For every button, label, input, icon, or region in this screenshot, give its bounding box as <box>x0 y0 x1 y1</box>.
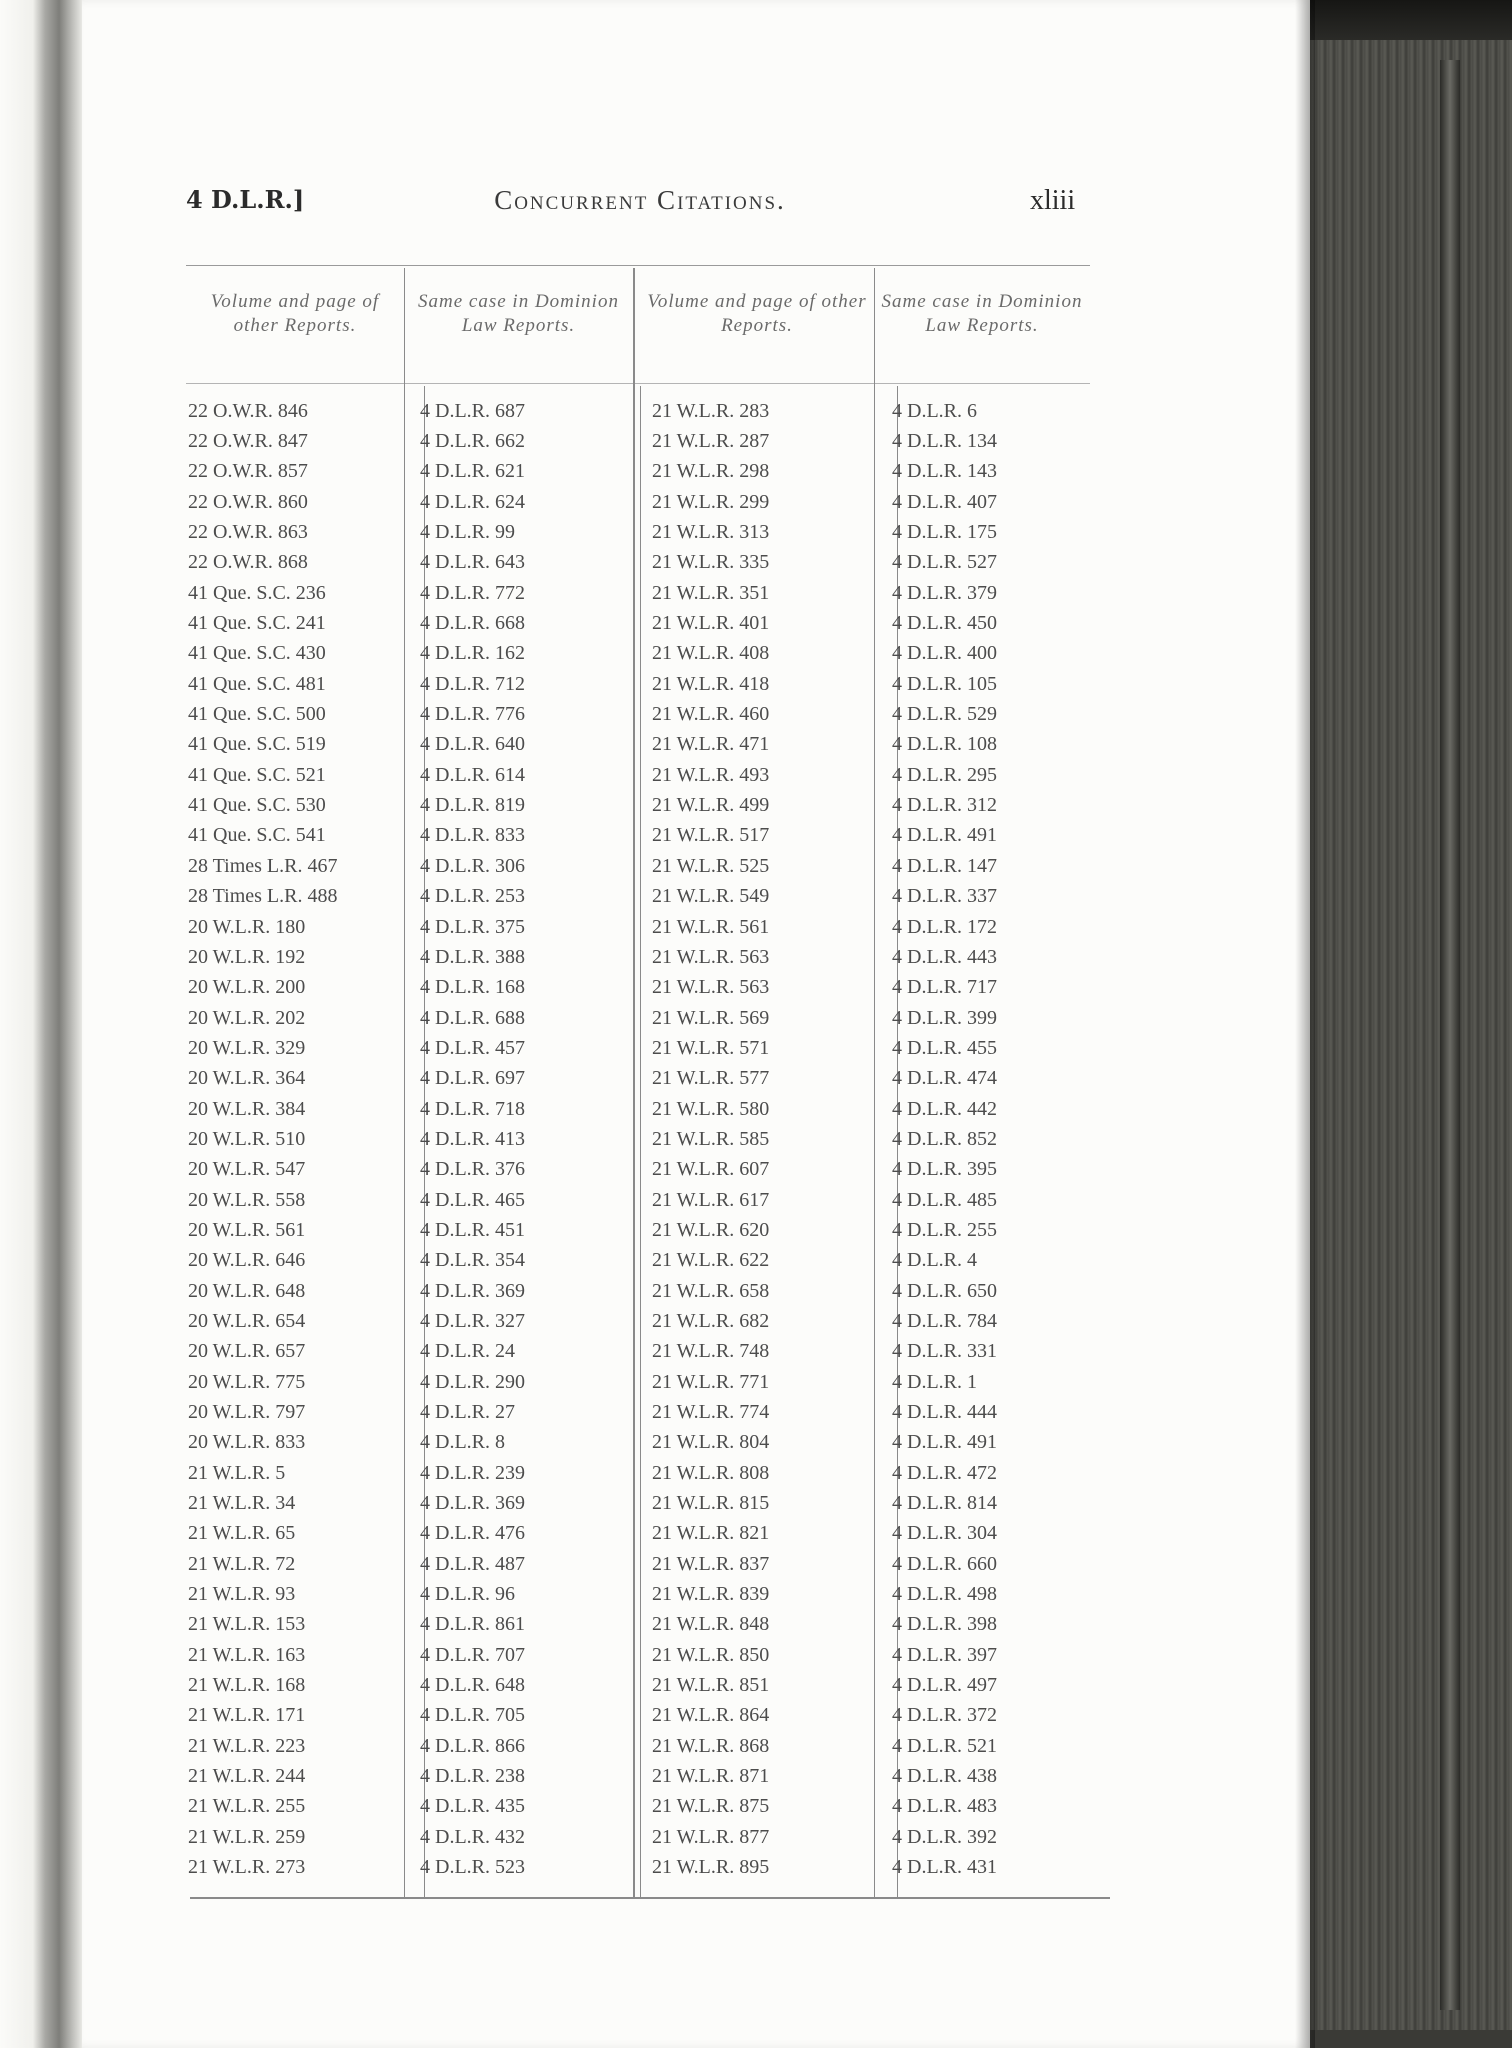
dlr-citation: 4 D.L.R. 662 <box>420 430 525 453</box>
table-row <box>186 639 1106 669</box>
table-row <box>186 1549 1106 1579</box>
dlr-citation: 4 D.L.R. 491 <box>892 824 997 847</box>
table-bottom-rule <box>190 1897 1110 1899</box>
column-header-other-reports: Volume and page of other Reports. <box>647 291 867 336</box>
other-report-citation: 21 W.L.R. 864 <box>652 1704 770 1727</box>
other-report-citation: 20 W.L.R. 180 <box>188 915 306 938</box>
dlr-citation: 4 D.L.R. 687 <box>420 399 525 422</box>
table-row <box>186 487 1106 517</box>
dlr-citation: 4 D.L.R. 527 <box>892 551 997 574</box>
table-row <box>186 851 1106 881</box>
table-row <box>186 578 1106 608</box>
dlr-citation: 4 D.L.R. 331 <box>892 1340 997 1363</box>
other-report-citation: 21 W.L.R. 163 <box>188 1643 306 1666</box>
other-report-citation: 21 W.L.R. 153 <box>188 1613 306 1636</box>
dlr-citation: 4 D.L.R. 238 <box>420 1765 525 1788</box>
other-report-citation: 21 W.L.R. 408 <box>652 642 770 665</box>
dlr-citation: 4 D.L.R. 168 <box>420 976 525 999</box>
table-row <box>186 669 1106 699</box>
dlr-citation: 4 D.L.R. 483 <box>892 1795 997 1818</box>
table-row <box>186 396 1106 426</box>
other-report-citation: 20 W.L.R. 648 <box>188 1279 306 1302</box>
other-report-citation: 41 Que. S.C. 519 <box>188 733 326 756</box>
table-row <box>186 1761 1106 1791</box>
other-report-citation: 21 W.L.R. 287 <box>652 430 770 453</box>
other-report-citation: 21 W.L.R. 658 <box>652 1279 770 1302</box>
dlr-citation: 4 D.L.R. 398 <box>892 1613 997 1636</box>
table-row <box>186 1337 1106 1367</box>
other-report-citation: 20 W.L.R. 561 <box>188 1218 306 1241</box>
other-report-citation: 21 W.L.R. 821 <box>652 1522 770 1545</box>
table-row <box>186 608 1106 638</box>
dlr-citation: 4 D.L.R. 147 <box>892 854 997 877</box>
other-report-citation: 21 W.L.R. 5 <box>188 1461 286 1484</box>
other-report-citation: 21 W.L.R. 620 <box>652 1218 770 1241</box>
dlr-citation: 4 D.L.R. 688 <box>420 1006 525 1029</box>
other-report-citation: 21 W.L.R. 748 <box>652 1340 770 1363</box>
dlr-citation: 4 D.L.R. 443 <box>892 945 997 968</box>
other-report-citation: 21 W.L.R. 93 <box>188 1583 296 1606</box>
dlr-citation: 4 D.L.R. 395 <box>892 1158 997 1181</box>
dlr-citation: 4 D.L.R. 833 <box>420 824 525 847</box>
table-row <box>186 1701 1106 1731</box>
other-report-citation: 21 W.L.R. 299 <box>652 490 770 513</box>
other-report-citation: 22 O.W.R. 847 <box>188 430 308 453</box>
table-row <box>186 1155 1106 1185</box>
dlr-citation: 4 D.L.R. 852 <box>892 1127 997 1150</box>
other-report-citation: 41 Que. S.C. 236 <box>188 581 326 604</box>
other-report-citation: 20 W.L.R. 384 <box>188 1097 306 1120</box>
other-report-citation: 21 W.L.R. 460 <box>652 703 770 726</box>
dlr-citation: 4 D.L.R. 255 <box>892 1218 997 1241</box>
other-report-citation: 20 W.L.R. 657 <box>188 1340 306 1363</box>
other-report-citation: 21 W.L.R. 815 <box>652 1492 770 1515</box>
other-report-citation: 21 W.L.R. 351 <box>652 581 770 604</box>
dlr-citation: 4 D.L.R. 668 <box>420 612 525 635</box>
table-row <box>186 1579 1106 1609</box>
table-row <box>186 1519 1106 1549</box>
dlr-citation: 4 D.L.R. 388 <box>420 945 525 968</box>
other-report-citation: 21 W.L.R. 895 <box>652 1856 770 1879</box>
dlr-citation: 4 D.L.R. 712 <box>420 672 525 695</box>
other-report-citation: 21 W.L.R. 569 <box>652 1006 770 1029</box>
dlr-citation: 4 D.L.R. 399 <box>892 1006 997 1029</box>
dlr-citation: 4 D.L.R. 432 <box>420 1825 525 1848</box>
table-row <box>186 1185 1106 1215</box>
dlr-citation: 4 D.L.R. 372 <box>892 1704 997 1727</box>
dlr-citation: 4 D.L.R. 306 <box>420 854 525 877</box>
other-report-citation: 20 W.L.R. 558 <box>188 1188 306 1211</box>
other-report-citation: 21 W.L.R. 493 <box>652 763 770 786</box>
dlr-citation: 4 D.L.R. 312 <box>892 794 997 817</box>
dlr-citation: 4 D.L.R. 375 <box>420 915 525 938</box>
dlr-citation: 4 D.L.R. 474 <box>892 1067 997 1090</box>
table-row <box>186 457 1106 487</box>
dlr-citation: 4 D.L.R. 379 <box>892 581 997 604</box>
dlr-citation: 4 D.L.R. 650 <box>892 1279 997 1302</box>
other-report-citation: 21 W.L.R. 471 <box>652 733 770 756</box>
dlr-citation: 4 D.L.R. 861 <box>420 1613 525 1636</box>
page-stack-edge <box>1310 40 1512 2030</box>
dlr-citation: 4 D.L.R. 304 <box>892 1522 997 1545</box>
other-report-citation: 21 W.L.R. 804 <box>652 1431 770 1454</box>
dlr-citation: 4 D.L.R. 397 <box>892 1643 997 1666</box>
table-header-rule <box>186 383 1090 384</box>
table-row <box>186 1792 1106 1822</box>
running-head-volume: 4 D.L.R.] <box>186 185 305 214</box>
other-report-citation: 20 W.L.R. 510 <box>188 1127 306 1150</box>
other-report-citation: 41 Que. S.C. 541 <box>188 824 326 847</box>
table-row <box>186 1064 1106 1094</box>
other-report-citation: 21 W.L.R. 171 <box>188 1704 306 1727</box>
dlr-citation: 4 D.L.R. 444 <box>892 1401 997 1424</box>
dlr-citation: 4 D.L.R. 327 <box>420 1309 525 1332</box>
other-report-citation: 41 Que. S.C. 530 <box>188 794 326 817</box>
dlr-citation: 4 D.L.R. 497 <box>892 1674 997 1697</box>
dlr-citation: 4 D.L.R. 354 <box>420 1249 525 1272</box>
column-header-dlr: Same case in Dominion Law Reports. <box>418 291 619 336</box>
other-report-citation: 21 W.L.R. 72 <box>188 1552 296 1575</box>
other-report-citation: 20 W.L.R. 775 <box>188 1370 306 1393</box>
other-report-citation: 20 W.L.R. 646 <box>188 1249 306 1272</box>
other-report-citation: 41 Que. S.C. 500 <box>188 703 326 726</box>
other-report-citation: 21 W.L.R. 585 <box>652 1127 770 1150</box>
page-stack-gap <box>1440 60 1460 2010</box>
table-row <box>186 1124 1106 1154</box>
other-report-citation: 21 W.L.R. 244 <box>188 1765 306 1788</box>
dlr-citation: 4 D.L.R. 521 <box>892 1734 997 1757</box>
dlr-citation: 4 D.L.R. 529 <box>892 703 997 726</box>
other-report-citation: 22 O.W.R. 863 <box>188 521 308 544</box>
other-report-citation: 21 W.L.R. 259 <box>188 1825 306 1848</box>
page-edge-shadow <box>1295 0 1315 2048</box>
other-report-citation: 28 Times L.R. 467 <box>188 854 338 877</box>
dlr-citation: 4 D.L.R. 485 <box>892 1188 997 1211</box>
dlr-citation: 4 D.L.R. 643 <box>420 551 525 574</box>
other-report-citation: 21 W.L.R. 298 <box>652 460 770 483</box>
dlr-citation: 4 D.L.R. 369 <box>420 1279 525 1302</box>
dlr-citation: 4 D.L.R. 621 <box>420 460 525 483</box>
dlr-citation: 4 D.L.R. 108 <box>892 733 997 756</box>
dlr-citation: 4 D.L.R. 143 <box>892 460 997 483</box>
dlr-citation: 4 D.L.R. 640 <box>420 733 525 756</box>
dlr-citation: 4 D.L.R. 707 <box>420 1643 525 1666</box>
dlr-citation: 4 D.L.R. 455 <box>892 1036 997 1059</box>
other-report-citation: 21 W.L.R. 848 <box>652 1613 770 1636</box>
dlr-citation: 4 D.L.R. 614 <box>420 763 525 786</box>
other-report-citation: 21 W.L.R. 65 <box>188 1522 296 1545</box>
dlr-citation: 4 D.L.R. 253 <box>420 885 525 908</box>
dlr-citation: 4 D.L.R. 239 <box>420 1461 525 1484</box>
dlr-citation: 4 D.L.R. 705 <box>420 1704 525 1727</box>
dlr-citation: 4 D.L.R. 718 <box>420 1097 525 1120</box>
other-report-citation: 21 W.L.R. 561 <box>652 915 770 938</box>
other-report-citation: 20 W.L.R. 364 <box>188 1067 306 1090</box>
other-report-citation: 22 O.W.R. 846 <box>188 399 308 422</box>
table-row <box>186 1215 1106 1245</box>
other-report-citation: 20 W.L.R. 329 <box>188 1036 306 1059</box>
other-report-citation: 21 W.L.R. 34 <box>188 1492 296 1515</box>
dlr-citation: 4 D.L.R. 465 <box>420 1188 525 1211</box>
other-report-citation: 21 W.L.R. 622 <box>652 1249 770 1272</box>
dlr-citation: 4 D.L.R. 4 <box>892 1249 977 1272</box>
table-row <box>186 1853 1106 1883</box>
other-report-citation: 20 W.L.R. 654 <box>188 1309 306 1332</box>
other-report-citation: 21 W.L.R. 577 <box>652 1067 770 1090</box>
table-row <box>186 912 1106 942</box>
dlr-citation: 4 D.L.R. 491 <box>892 1431 997 1454</box>
table-row <box>186 821 1106 851</box>
table-row <box>186 1731 1106 1761</box>
table-row <box>186 1367 1106 1397</box>
dlr-citation: 4 D.L.R. 772 <box>420 581 525 604</box>
table-row <box>186 1610 1106 1640</box>
other-report-citation: 21 W.L.R. 851 <box>652 1674 770 1697</box>
dlr-citation: 4 D.L.R. 337 <box>892 885 997 908</box>
other-report-citation: 41 Que. S.C. 521 <box>188 763 326 786</box>
other-report-citation: 21 W.L.R. 283 <box>652 399 770 422</box>
other-report-citation: 21 W.L.R. 313 <box>652 521 770 544</box>
other-report-citation: 21 W.L.R. 517 <box>652 824 770 847</box>
other-report-citation: 20 W.L.R. 547 <box>188 1158 306 1181</box>
dlr-citation: 4 D.L.R. 400 <box>892 642 997 665</box>
other-report-citation: 21 W.L.R. 549 <box>652 885 770 908</box>
other-report-citation: 21 W.L.R. 875 <box>652 1795 770 1818</box>
other-report-citation: 21 W.L.R. 871 <box>652 1765 770 1788</box>
other-report-citation: 21 W.L.R. 255 <box>188 1795 306 1818</box>
other-report-citation: 21 W.L.R. 563 <box>652 976 770 999</box>
other-report-citation: 21 W.L.R. 273 <box>188 1856 306 1879</box>
dlr-citation: 4 D.L.R. 392 <box>892 1825 997 1848</box>
other-report-citation: 21 W.L.R. 168 <box>188 1674 306 1697</box>
dlr-citation: 4 D.L.R. 442 <box>892 1097 997 1120</box>
other-report-citation: 21 W.L.R. 771 <box>652 1370 770 1393</box>
other-report-citation: 41 Que. S.C. 430 <box>188 642 326 665</box>
table-row <box>186 699 1106 729</box>
table-row <box>186 548 1106 578</box>
running-head-title: Concurrent Citations. <box>494 185 786 215</box>
dlr-citation: 4 D.L.R. 99 <box>420 521 515 544</box>
other-report-citation: 21 W.L.R. 837 <box>652 1552 770 1575</box>
other-report-citation: 21 W.L.R. 571 <box>652 1036 770 1059</box>
table-row <box>186 1003 1106 1033</box>
table-row <box>186 1640 1106 1670</box>
other-report-citation: 21 W.L.R. 580 <box>652 1097 770 1120</box>
dlr-citation: 4 D.L.R. 660 <box>892 1552 997 1575</box>
other-report-citation: 20 W.L.R. 192 <box>188 945 306 968</box>
other-report-citation: 21 W.L.R. 774 <box>652 1401 770 1424</box>
table-row <box>186 760 1106 790</box>
dlr-citation: 4 D.L.R. 175 <box>892 521 997 544</box>
dlr-citation: 4 D.L.R. 819 <box>420 794 525 817</box>
dlr-citation: 4 D.L.R. 431 <box>892 1856 997 1879</box>
dlr-citation: 4 D.L.R. 134 <box>892 430 997 453</box>
other-report-citation: 20 W.L.R. 833 <box>188 1431 306 1454</box>
dlr-citation: 4 D.L.R. 435 <box>420 1795 525 1818</box>
table-row <box>186 1306 1106 1336</box>
table-top-rule <box>186 265 1090 266</box>
other-report-citation: 41 Que. S.C. 481 <box>188 672 326 695</box>
dlr-citation: 4 D.L.R. 498 <box>892 1583 997 1606</box>
dlr-citation: 4 D.L.R. 472 <box>892 1461 997 1484</box>
dlr-citation: 4 D.L.R. 457 <box>420 1036 525 1059</box>
dlr-citation: 4 D.L.R. 624 <box>420 490 525 513</box>
dlr-citation: 4 D.L.R. 162 <box>420 642 525 665</box>
table-row <box>186 426 1106 456</box>
table-row <box>186 790 1106 820</box>
other-report-citation: 21 W.L.R. 808 <box>652 1461 770 1484</box>
table-row <box>186 1094 1106 1124</box>
dlr-citation: 4 D.L.R. 407 <box>892 490 997 513</box>
column-header-other-reports: Volume and page of other Reports. <box>210 291 380 336</box>
dlr-citation: 4 D.L.R. 866 <box>420 1734 525 1757</box>
table-row <box>186 730 1106 760</box>
dlr-citation: 4 D.L.R. 8 <box>420 1431 505 1454</box>
other-report-citation: 22 O.W.R. 857 <box>188 460 308 483</box>
table-row <box>186 942 1106 972</box>
facing-page-edge <box>0 0 82 2048</box>
table-row <box>186 1428 1106 1458</box>
dlr-citation: 4 D.L.R. 776 <box>420 703 525 726</box>
dlr-citation: 4 D.L.R. 6 <box>892 399 977 422</box>
dlr-citation: 4 D.L.R. 451 <box>420 1218 525 1241</box>
dlr-citation: 4 D.L.R. 523 <box>420 1856 525 1879</box>
table-row <box>186 1276 1106 1306</box>
table-row <box>186 1488 1106 1518</box>
dlr-citation: 4 D.L.R. 814 <box>892 1492 997 1515</box>
other-report-citation: 22 O.W.R. 868 <box>188 551 308 574</box>
dlr-citation: 4 D.L.R. 648 <box>420 1674 525 1697</box>
other-report-citation: 20 W.L.R. 202 <box>188 1006 306 1029</box>
dlr-citation: 4 D.L.R. 784 <box>892 1309 997 1332</box>
other-report-citation: 21 W.L.R. 607 <box>652 1158 770 1181</box>
other-report-citation: 21 W.L.R. 617 <box>652 1188 770 1211</box>
dlr-citation: 4 D.L.R. 172 <box>892 915 997 938</box>
dlr-citation: 4 D.L.R. 1 <box>892 1370 977 1393</box>
other-report-citation: 20 W.L.R. 200 <box>188 976 306 999</box>
dlr-citation: 4 D.L.R. 697 <box>420 1067 525 1090</box>
other-report-citation: 21 W.L.R. 335 <box>652 551 770 574</box>
citations-table <box>186 396 1106 1883</box>
dlr-citation: 4 D.L.R. 105 <box>892 672 997 695</box>
table-row <box>186 1397 1106 1427</box>
dlr-citation: 4 D.L.R. 369 <box>420 1492 525 1515</box>
other-report-citation: 21 W.L.R. 850 <box>652 1643 770 1666</box>
dlr-citation: 4 D.L.R. 476 <box>420 1522 525 1545</box>
table-row <box>186 1246 1106 1276</box>
other-report-citation: 21 W.L.R. 839 <box>652 1583 770 1606</box>
table-row <box>186 1033 1106 1063</box>
dlr-citation: 4 D.L.R. 295 <box>892 763 997 786</box>
dlr-citation: 4 D.L.R. 717 <box>892 976 997 999</box>
dlr-citation: 4 D.L.R. 96 <box>420 1583 515 1606</box>
dlr-citation: 4 D.L.R. 290 <box>420 1370 525 1393</box>
other-report-citation: 28 Times L.R. 488 <box>188 885 338 908</box>
other-report-citation: 21 W.L.R. 525 <box>652 854 770 877</box>
dlr-citation: 4 D.L.R. 450 <box>892 612 997 635</box>
table-row <box>186 1670 1106 1700</box>
dlr-citation: 4 D.L.R. 376 <box>420 1158 525 1181</box>
table-row <box>186 1822 1106 1852</box>
table-row <box>186 882 1106 912</box>
table-row <box>186 973 1106 1003</box>
other-report-citation: 21 W.L.R. 401 <box>652 612 770 635</box>
other-report-citation: 21 W.L.R. 682 <box>652 1309 770 1332</box>
other-report-citation: 21 W.L.R. 563 <box>652 945 770 968</box>
other-report-citation: 21 W.L.R. 418 <box>652 672 770 695</box>
table-row <box>186 1458 1106 1488</box>
other-report-citation: 21 W.L.R. 868 <box>652 1734 770 1757</box>
other-report-citation: 21 W.L.R. 499 <box>652 794 770 817</box>
dlr-citation: 4 D.L.R. 413 <box>420 1127 525 1150</box>
page-number: xliii <box>1030 185 1076 216</box>
table-row <box>186 517 1106 547</box>
other-report-citation: 22 O.W.R. 860 <box>188 490 308 513</box>
dlr-citation: 4 D.L.R. 487 <box>420 1552 525 1575</box>
dlr-citation: 4 D.L.R. 24 <box>420 1340 515 1363</box>
other-report-citation: 20 W.L.R. 797 <box>188 1401 306 1424</box>
other-report-citation: 41 Que. S.C. 241 <box>188 612 326 635</box>
dlr-citation: 4 D.L.R. 438 <box>892 1765 997 1788</box>
other-report-citation: 21 W.L.R. 223 <box>188 1734 306 1757</box>
other-report-citation: 21 W.L.R. 877 <box>652 1825 770 1848</box>
dlr-citation: 4 D.L.R. 27 <box>420 1401 515 1424</box>
column-header-dlr: Same case in Dominion Law Reports. <box>881 291 1083 336</box>
